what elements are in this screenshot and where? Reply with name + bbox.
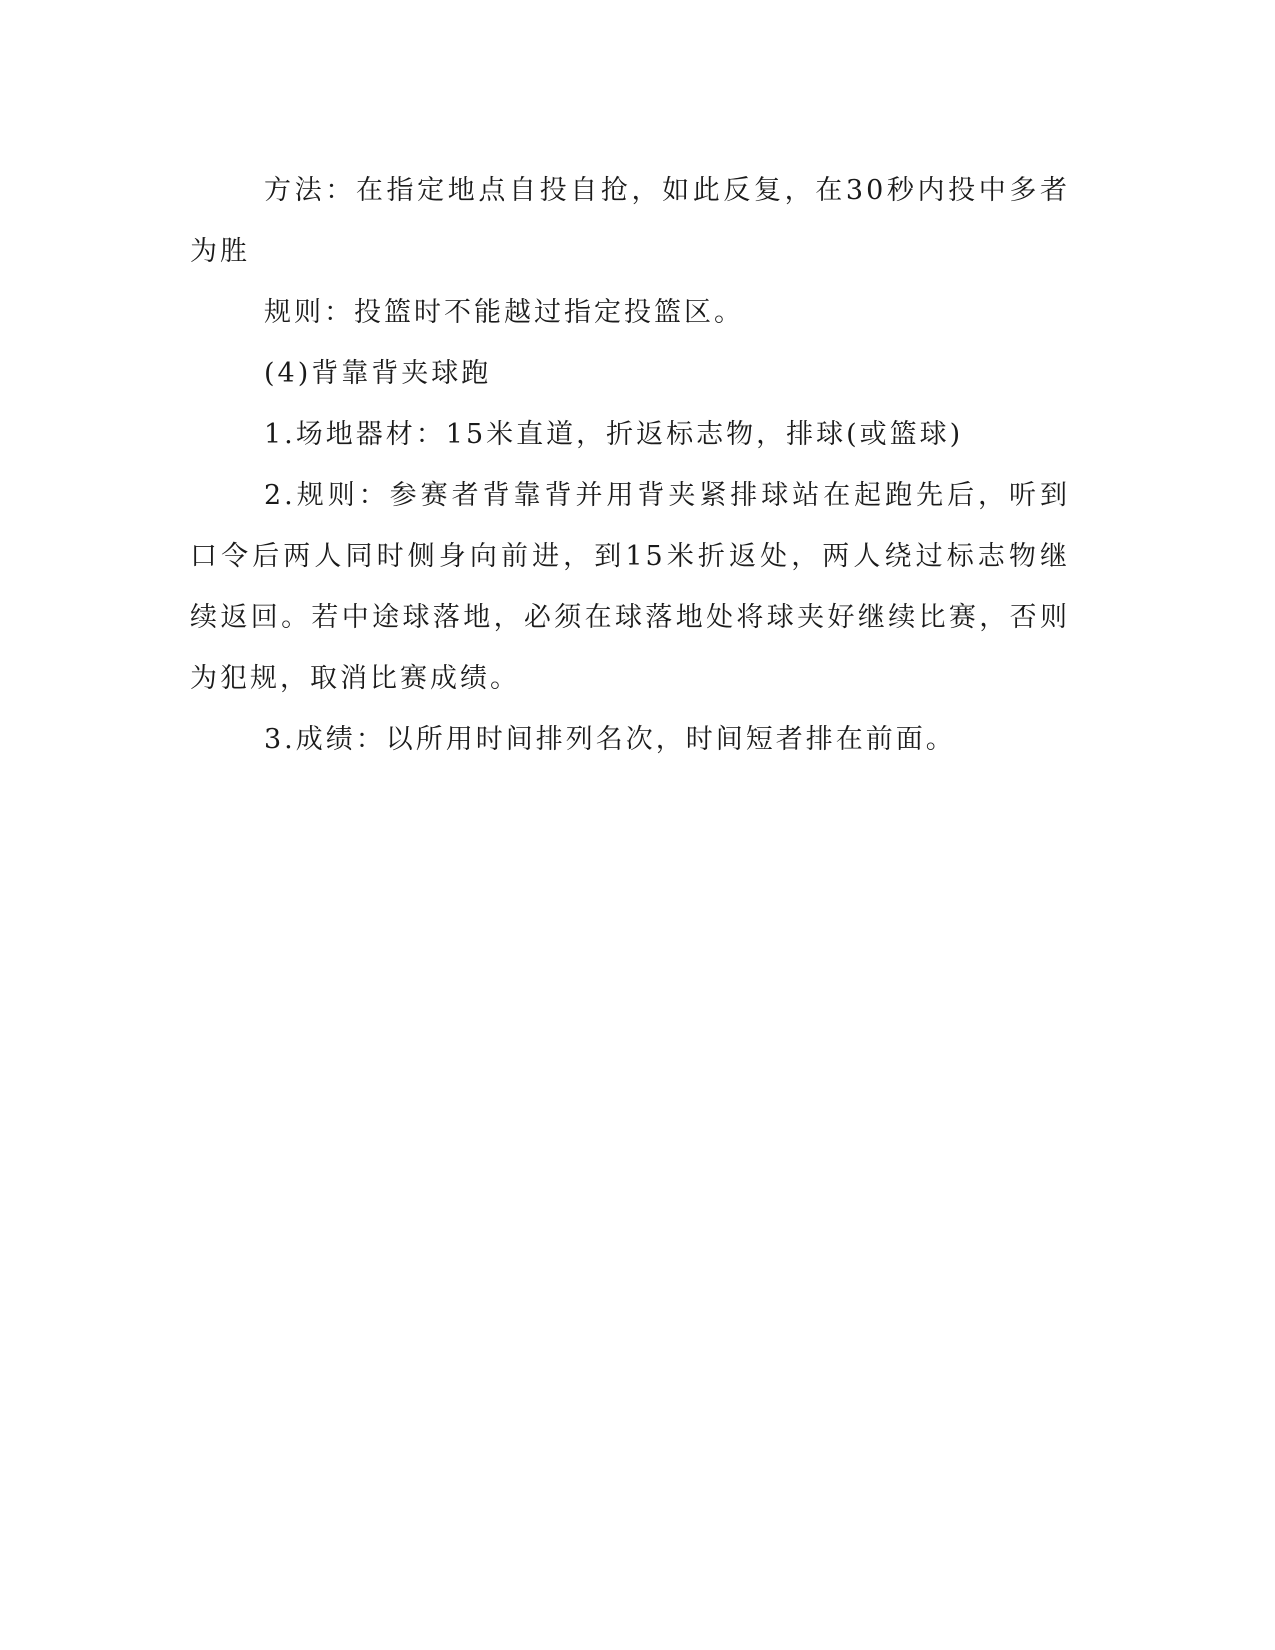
- paragraph-method: 方法：在指定地点自投自抢，如此反复，在30秒内投中多者为胜: [190, 175, 1070, 267]
- paragraph-rule: 规则：投篮时不能越过指定投篮区。: [264, 297, 744, 328]
- paragraph-rules-detail: 2.规则：参赛者背靠背并用背夹紧排球站在起跑先后，听到口令后两人同时侧身向前进，到15米折返处，两人绕过标志物继续返回。若中途球落地，必须在球落地处将球夹好继续比赛，否则为犯规，取消比赛成绩。: [190, 480, 1070, 694]
- document-body: [190, 160, 1070, 770]
- paragraph-scoring: 3.成绩：以所用时间排列名次，时间短者排在前面。: [264, 724, 956, 755]
- paragraph-equipment: 1.场地器材：15米直道，折返标志物，排球(或篮球): [264, 419, 964, 450]
- section-heading: (4)背靠背夹球跑: [264, 358, 492, 389]
